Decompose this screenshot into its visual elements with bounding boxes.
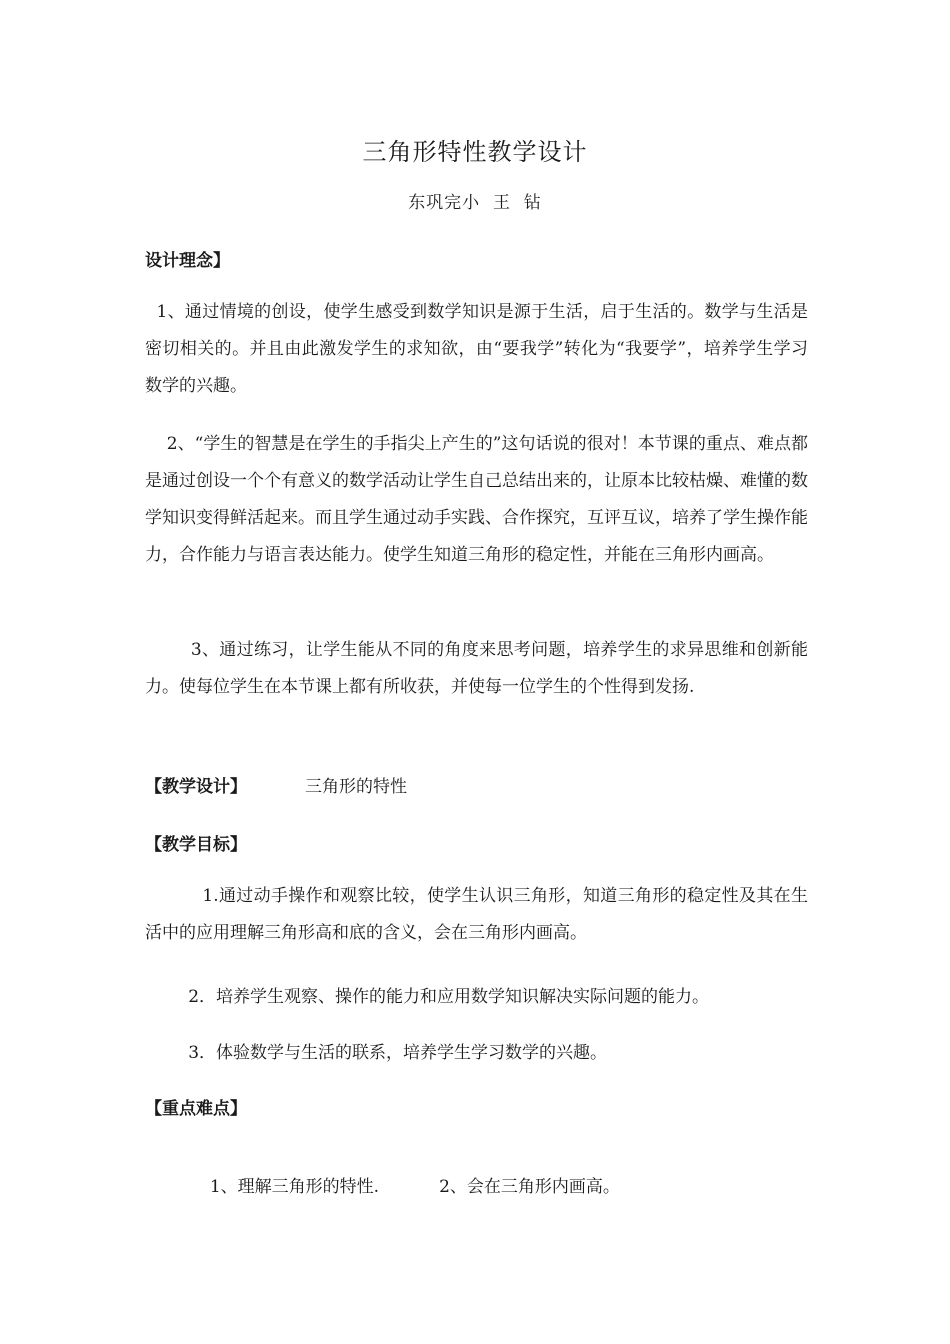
key-point-2: 2、会在三角形内画高。 bbox=[439, 1177, 620, 1197]
goal-item-1: 1.通过动手操作和观察比较，使学生认识三角形，知道三角形的稳定性及其在生活中的应用理解三角形高和底的含义，会在三角形内画高。 bbox=[145, 886, 808, 943]
goal-item-3: 3．体验数学与生活的联系，培养学生学习数学的兴趣。 bbox=[145, 1043, 608, 1063]
design-heading-row bbox=[145, 772, 407, 797]
design-heading: 【教学设计】 bbox=[145, 777, 247, 797]
document-title: 三角形特性教学设计 bbox=[362, 138, 588, 166]
concept-heading: 设计理念】 bbox=[145, 251, 230, 271]
concept-paragraph-3: 3、通过练习，让学生能从不同的角度来思考问题，培养学生的求异思维和创新能力。使每位学生在本节课上都有所收获，并使每一位学生的个性得到发扬. bbox=[145, 640, 808, 697]
goals-heading: 【教学目标】 bbox=[145, 835, 247, 855]
design-value: 三角形的特性 bbox=[305, 777, 407, 797]
key-points-row bbox=[145, 1152, 620, 1217]
key-heading: 【重点难点】 bbox=[145, 1099, 247, 1119]
key-point-1: 1、理解三角形的特性. bbox=[166, 1177, 380, 1197]
document-author: 东巩完小 王 钻 bbox=[408, 193, 542, 213]
concept-paragraph-1: 1、通过情境的创设，使学生感受到数学知识是源于生活，启于生活的。数学与生活是密切相关的。并且由此激发学生的求知欲，由“要我学”转化为“我要学”，培养学生学习数学的兴趣。 bbox=[145, 302, 808, 396]
goal-item-2: 2．培养学生观察、操作的能力和应用数学知识解决实际问题的能力。 bbox=[145, 987, 710, 1007]
concept-paragraph-2: 2、“学生的智慧是在学生的手指尖上产生的”这句话说的很对！本节课的重点、难点都是通过创设一个个有意义的数学活动让学生自己总结出来的，让原本比较枯燥、难懂的数学知识变得鲜活起来。而且学生通过动手实践、合作探究，互评互议，培养了学生操作能力，合作能力与语言表达能力。使学生知道三角形的稳定性，并能在三角形内画高。 bbox=[145, 434, 808, 565]
